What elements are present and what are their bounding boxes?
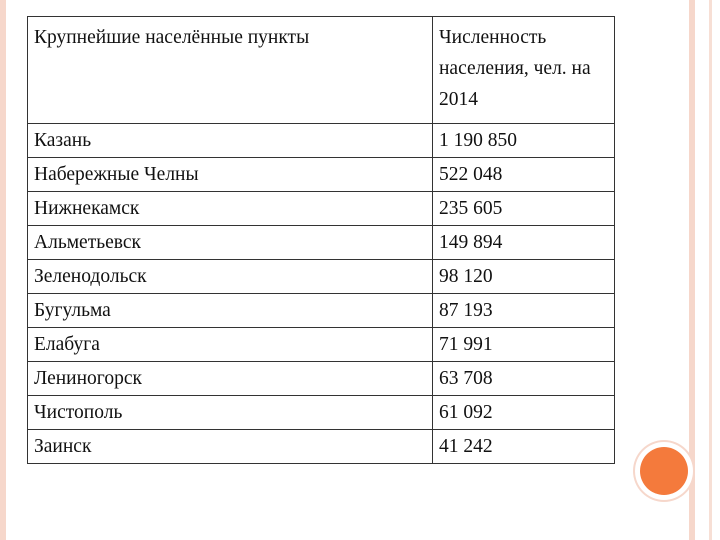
population-cell: 98 120: [433, 260, 615, 294]
population-cell: 1 190 850: [433, 124, 615, 158]
table-row: [28, 430, 615, 464]
city-cell: Зеленодольск: [28, 260, 433, 294]
table-row: [28, 396, 615, 430]
population-cell: 87 193: [433, 294, 615, 328]
city-cell: Елабуга: [28, 328, 433, 362]
population-cell: 41 242: [433, 430, 615, 464]
table-row: [28, 362, 615, 396]
table-row: [28, 226, 615, 260]
city-cell: Набережные Челны: [28, 158, 433, 192]
population-cell: 522 048: [433, 158, 615, 192]
city-cell: Казань: [28, 124, 433, 158]
city-cell: Нижнекамск: [28, 192, 433, 226]
population-cell: 149 894: [433, 226, 615, 260]
city-cell: Чистополь: [28, 396, 433, 430]
decorative-circle: [640, 447, 688, 495]
table-header-row: [28, 17, 615, 124]
slide-border-right-thin: [709, 0, 712, 540]
slide-border-left: [0, 0, 6, 540]
table-row: [28, 260, 615, 294]
population-cell: 61 092: [433, 396, 615, 430]
table-row: [28, 124, 615, 158]
table-row: [28, 192, 615, 226]
population-cell: 63 708: [433, 362, 615, 396]
table-row: [28, 294, 615, 328]
city-cell: Заинск: [28, 430, 433, 464]
city-cell: Лениногорск: [28, 362, 433, 396]
header-population: Численность населения, чел. на 2014: [433, 17, 615, 124]
city-cell: Бугульма: [28, 294, 433, 328]
table-row: [28, 328, 615, 362]
population-table: [27, 16, 615, 464]
header-cities: Крупнейшие населённые пункты: [28, 17, 433, 124]
table-row: [28, 158, 615, 192]
slide-border-right: [689, 0, 695, 540]
city-cell: Альметьевск: [28, 226, 433, 260]
population-cell: 235 605: [433, 192, 615, 226]
population-cell: 71 991: [433, 328, 615, 362]
